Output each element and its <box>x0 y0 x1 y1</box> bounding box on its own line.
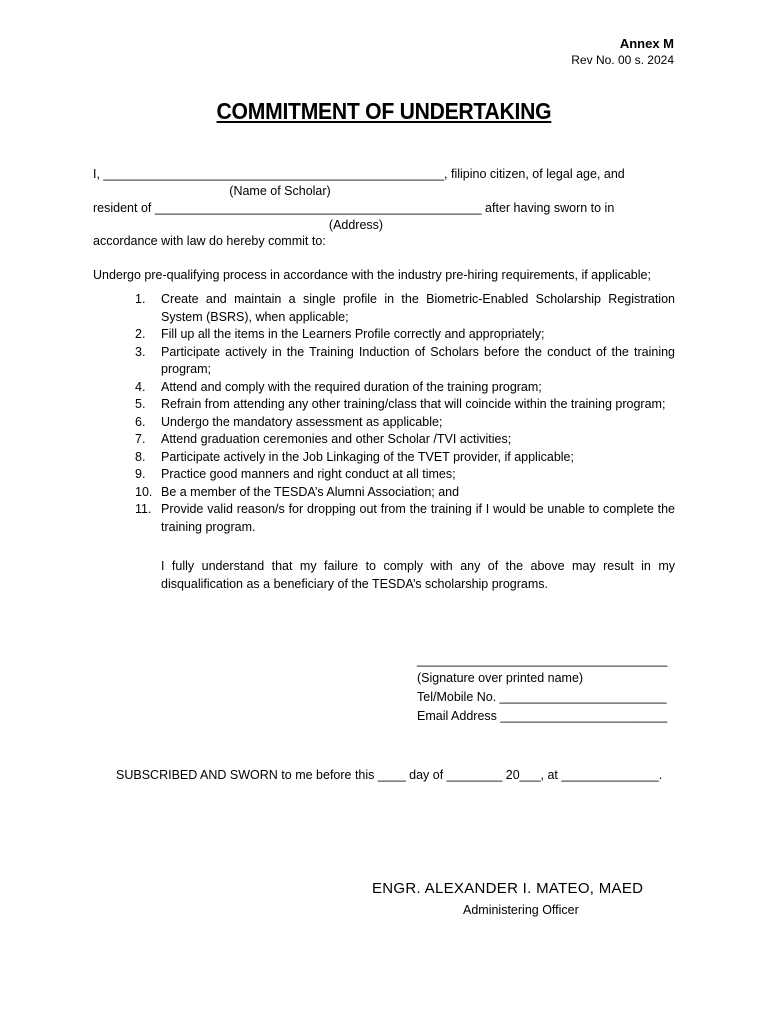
signature-caption: (Signature over printed name) <box>417 671 584 685</box>
commitment-text: Be a member of the TESDA’s Alumni Association; and <box>161 484 460 499</box>
commitment-item <box>93 326 675 344</box>
commitment-number: 3. <box>135 344 146 359</box>
signature-line: ____________________________________ <box>417 653 668 667</box>
commitment-number: 8. <box>135 449 146 464</box>
commitment-number: 6. <box>135 414 146 429</box>
commitment-text: Undergo the mandatory assessment as applicable; <box>161 414 443 429</box>
commitment-text: Participate actively in the Job Linkaging of the TVET provider, if applicable; <box>161 449 574 464</box>
tel-mobile-field: Tel/Mobile No. ________________________ <box>417 690 667 704</box>
commitment-text: Practice good manners and right conduct at all times; <box>161 467 456 481</box>
commitment-item <box>93 379 675 397</box>
intro-commit-line: accordance with law do hereby commit to: <box>93 234 326 248</box>
email-address-field: Email Address ________________________ <box>417 709 668 723</box>
commitment-item <box>93 466 675 484</box>
commitment-text: Fill up all the items in the Learners Profile correctly and appropriately; <box>161 327 545 341</box>
document-title: COMMITMENT OF UNDERTAKING <box>216 98 552 124</box>
intro-name-line: I, _________________________________________________, filipino citizen, of legal age, and <box>93 167 625 181</box>
commitment-item <box>93 501 675 536</box>
officer-name: ENGR. ALEXANDER I. MATEO, MAED <box>372 880 644 897</box>
commitment-item <box>93 414 675 432</box>
commitment-item <box>93 449 675 467</box>
commitment-text: Provide valid reason/s for dropping out from the training if I would be unable to complete the training program. <box>161 502 675 534</box>
commitment-item <box>93 344 675 379</box>
commitment-text: Create and maintain a single profile in the Biometric-Enabled Scholarship Registration System (BSRS), when applicable; <box>161 292 675 324</box>
commitment-number: 9. <box>135 467 146 481</box>
revision-number: Rev No. 00 s. 2024 <box>571 53 674 67</box>
commitment-number: 11. <box>135 502 152 516</box>
commitment-number: 1. <box>135 292 146 306</box>
commitment-text: Attend graduation ceremonies and other Scholar /TVI activities; <box>161 432 512 446</box>
commitment-number: 5. <box>135 397 146 411</box>
name-caption: (Name of Scholar) <box>229 184 331 198</box>
subscribed-sworn-statement: SUBSCRIBED AND SWORN to me before this ____ day of ________ 20___, at ______________. <box>116 768 663 782</box>
commitment-item <box>93 291 675 326</box>
commitment-number: 4. <box>135 379 146 394</box>
commitment-text: Refrain from attending any other training/class that will coincide within the training program; <box>161 397 666 411</box>
commitment-number: 2. <box>135 327 146 341</box>
commitment-item <box>93 431 675 449</box>
annex-label: Annex M <box>619 36 674 51</box>
commitment-number: 10. <box>135 484 153 499</box>
closing-statement: I fully understand that my failure to comply with any of the above may result in my disqualification as a beneficiary of the TESDA’s scholarship programs. <box>161 559 675 591</box>
officer-title: Administering Officer <box>463 903 579 917</box>
address-caption: (Address) <box>328 218 384 232</box>
commitment-text: Attend and comply with the required duration of the training program; <box>161 379 542 394</box>
commitment-item <box>93 484 675 502</box>
document-title-row <box>0 98 768 125</box>
commitment-text: Participate actively in the Training Induction of Scholars before the conduct of the training program; <box>161 344 675 376</box>
lead-statement: Undergo pre-qualifying process in accordance with the industry pre-hiring requirements, if applicable; <box>93 268 651 282</box>
commitment-list <box>93 291 675 536</box>
commitment-number: 7. <box>135 432 146 446</box>
intro-address-line: resident of _______________________________________________ after having sworn to in <box>93 201 615 215</box>
commitment-item <box>93 396 675 414</box>
